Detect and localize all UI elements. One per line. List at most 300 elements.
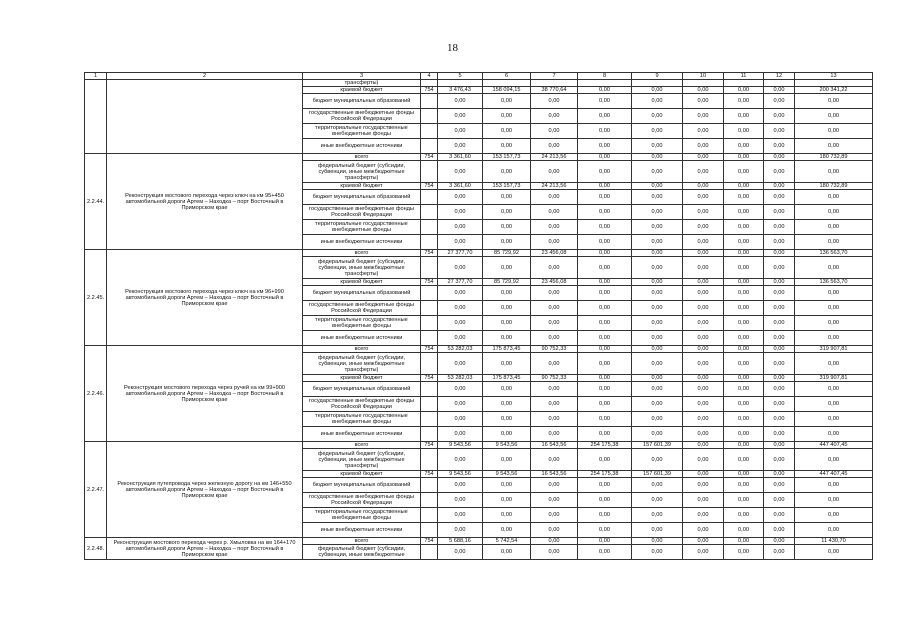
value-cell: 0,00 <box>438 220 483 235</box>
value-cell: 0,00 <box>764 449 795 471</box>
value-cell: 0,00 <box>632 493 683 508</box>
value-cell: 0,00 <box>438 427 483 442</box>
value-cell: 0,00 <box>683 427 724 442</box>
value-cell: 157 601,39 <box>632 471 683 478</box>
value-cell: 0,00 <box>531 478 578 493</box>
value-cell: 0,00 <box>795 109 873 124</box>
value-cell: 0,00 <box>764 235 795 250</box>
value-cell: 0,00 <box>438 124 483 139</box>
value-cell: 23 456,08 <box>531 279 578 286</box>
code-cell <box>421 220 438 235</box>
value-cell: 0,00 <box>632 331 683 346</box>
code-cell: 754 <box>421 375 438 382</box>
value-cell: 0,00 <box>795 397 873 412</box>
value-cell: 0,00 <box>724 205 764 220</box>
value-cell: 0,00 <box>632 183 683 190</box>
value-cell: 0,00 <box>438 139 483 154</box>
value-cell: 0,00 <box>683 154 724 161</box>
value-cell: 0,00 <box>683 412 724 427</box>
value-cell: 0,00 <box>632 220 683 235</box>
value-cell: 90 752,33 <box>531 375 578 382</box>
value-cell: 0,00 <box>764 154 795 161</box>
funding-source-cell: территориальные государственные внебюджетные фонды <box>303 124 421 139</box>
value-cell: 0,00 <box>795 382 873 397</box>
value-cell: 0,00 <box>632 139 683 154</box>
value-cell <box>438 80 483 87</box>
value-cell: 0,00 <box>632 87 683 94</box>
code-cell <box>421 109 438 124</box>
value-cell: 0,00 <box>795 412 873 427</box>
value-cell: 175 873,45 <box>483 375 531 382</box>
value-cell: 0,00 <box>483 161 531 183</box>
value-cell: 0,00 <box>764 161 795 183</box>
value-cell: 0,00 <box>438 449 483 471</box>
value-cell: 0,00 <box>724 190 764 205</box>
value-cell: 0,00 <box>683 471 724 478</box>
value-cell: 0,00 <box>683 353 724 375</box>
value-cell: 0,00 <box>724 545 764 560</box>
value-cell: 0,00 <box>632 161 683 183</box>
value-cell: 0,00 <box>724 154 764 161</box>
value-cell: 158 094,15 <box>483 87 531 94</box>
code-cell: 754 <box>421 442 438 449</box>
value-cell: 0,00 <box>531 382 578 397</box>
value-cell: 0,00 <box>578 220 632 235</box>
value-cell: 0,00 <box>795 205 873 220</box>
value-cell: 0,00 <box>632 427 683 442</box>
table-row <box>85 250 873 257</box>
value-cell: 0,00 <box>483 257 531 279</box>
value-cell: 5 742,54 <box>483 538 531 545</box>
value-cell: 9 543,56 <box>483 442 531 449</box>
value-cell: 0,00 <box>578 538 632 545</box>
value-cell: 0,00 <box>724 279 764 286</box>
code-cell: 754 <box>421 250 438 257</box>
value-cell: 0,00 <box>483 124 531 139</box>
value-cell: 0,00 <box>438 493 483 508</box>
value-cell: 0,00 <box>795 545 873 560</box>
value-cell: 0,00 <box>724 397 764 412</box>
code-cell <box>421 427 438 442</box>
value-cell: 0,00 <box>531 220 578 235</box>
code-cell <box>421 523 438 538</box>
value-cell: 0,00 <box>438 412 483 427</box>
value-cell: 0,00 <box>724 109 764 124</box>
code-cell: 754 <box>421 471 438 478</box>
value-cell: 0,00 <box>683 301 724 316</box>
value-cell: 0,00 <box>578 235 632 250</box>
funding-source-cell: государственные внебюджетные фонды Российской Федерации <box>303 109 421 124</box>
funding-source-cell: территориальные государственные внебюджетные фонды <box>303 412 421 427</box>
value-cell: 0,00 <box>724 235 764 250</box>
value-cell: 0,00 <box>683 545 724 560</box>
value-cell: 0,00 <box>724 382 764 397</box>
value-cell: 0,00 <box>531 190 578 205</box>
value-cell: 447 407,45 <box>795 471 873 478</box>
value-cell: 0,00 <box>764 124 795 139</box>
value-cell: 0,00 <box>578 353 632 375</box>
item-name-cell: Реконструкция мостового перехода через ключ на км 95+450 автомобильной дороги Артем – Находка – порт Восточный в Приморском крае <box>107 154 303 250</box>
funding-source-cell: иные внебюджетные источники <box>303 427 421 442</box>
value-cell: 0,00 <box>724 94 764 109</box>
column-number-cell: 9 <box>632 73 683 80</box>
value-cell: 0,00 <box>632 301 683 316</box>
code-cell <box>421 161 438 183</box>
column-number-cell: 8 <box>578 73 632 80</box>
value-cell: 0,00 <box>578 508 632 523</box>
value-cell: 0,00 <box>632 286 683 301</box>
value-cell: 0,00 <box>483 109 531 124</box>
value-cell: 0,00 <box>438 286 483 301</box>
value-cell: 0,00 <box>578 205 632 220</box>
value-cell: 0,00 <box>483 139 531 154</box>
value-cell: 0,00 <box>683 124 724 139</box>
value-cell <box>531 80 578 87</box>
value-cell: 0,00 <box>483 508 531 523</box>
value-cell: 0,00 <box>764 397 795 412</box>
value-cell: 0,00 <box>764 183 795 190</box>
funding-source-cell: бюджет муниципальных образований <box>303 478 421 493</box>
code-cell: 754 <box>421 87 438 94</box>
value-cell: 27 377,70 <box>438 279 483 286</box>
column-number-cell: 2 <box>107 73 303 80</box>
value-cell: 0,00 <box>795 316 873 331</box>
value-cell: 0,00 <box>795 190 873 205</box>
value-cell: 0,00 <box>483 523 531 538</box>
value-cell: 0,00 <box>764 301 795 316</box>
value-cell: 0,00 <box>531 161 578 183</box>
value-cell: 0,00 <box>578 523 632 538</box>
value-cell: 0,00 <box>531 493 578 508</box>
value-cell: 0,00 <box>578 190 632 205</box>
value-cell: 0,00 <box>764 478 795 493</box>
value-cell: 0,00 <box>531 397 578 412</box>
value-cell: 0,00 <box>764 250 795 257</box>
value-cell: 319 907,81 <box>795 375 873 382</box>
value-cell: 16 543,56 <box>531 471 578 478</box>
value-cell: 0,00 <box>438 235 483 250</box>
value-cell: 0,00 <box>438 109 483 124</box>
value-cell: 3 361,60 <box>438 154 483 161</box>
value-cell: 0,00 <box>483 205 531 220</box>
value-cell: 0,00 <box>683 523 724 538</box>
funding-source-cell: краевой бюджет <box>303 87 421 94</box>
value-cell: 0,00 <box>438 161 483 183</box>
value-cell: 0,00 <box>483 286 531 301</box>
value-cell: 0,00 <box>632 205 683 220</box>
value-cell: 0,00 <box>683 331 724 346</box>
funding-source-cell: краевой бюджет <box>303 375 421 382</box>
funding-source-cell: территориальные государственные внебюджетные фонды <box>303 220 421 235</box>
value-cell: 9 543,56 <box>438 471 483 478</box>
value-cell: 0,00 <box>531 523 578 538</box>
code-cell: 754 <box>421 279 438 286</box>
value-cell: 0,00 <box>683 279 724 286</box>
value-cell: 0,00 <box>531 449 578 471</box>
funding-source-cell: государственные внебюджетные фонды Российской Федерации <box>303 301 421 316</box>
table-row <box>85 442 873 449</box>
funding-source-cell: федеральный бюджет (субсидии, субвенции, иные межбюджетные трансферты) <box>303 257 421 279</box>
value-cell: 0,00 <box>764 109 795 124</box>
value-cell: 0,00 <box>683 382 724 397</box>
value-cell: 0,00 <box>578 449 632 471</box>
value-cell: 0,00 <box>795 94 873 109</box>
value-cell <box>483 80 531 87</box>
value-cell: 0,00 <box>683 220 724 235</box>
value-cell: 0,00 <box>531 412 578 427</box>
funding-source-cell: всего <box>303 154 421 161</box>
value-cell: 319 907,81 <box>795 346 873 353</box>
value-cell: 0,00 <box>683 161 724 183</box>
funding-source-cell: трансферты) <box>303 80 421 87</box>
funding-source-cell: федеральный бюджет (субсидии, субвенции, иные межбюджетные <box>303 545 421 560</box>
value-cell: 0,00 <box>795 523 873 538</box>
value-cell: 0,00 <box>724 124 764 139</box>
value-cell: 0,00 <box>438 257 483 279</box>
value-cell: 0,00 <box>724 449 764 471</box>
item-name-cell: Реконструкция путепровода через железную дорогу на км 146+550 автомобильной дороги Артем – Находка – порт Восточный в Приморском крае <box>107 442 303 538</box>
value-cell: 0,00 <box>483 331 531 346</box>
value-cell: 0,00 <box>683 286 724 301</box>
value-cell: 0,00 <box>764 353 795 375</box>
funding-source-cell: иные внебюджетные источники <box>303 235 421 250</box>
value-cell <box>764 80 795 87</box>
value-cell: 0,00 <box>764 257 795 279</box>
value-cell: 0,00 <box>531 538 578 545</box>
value-cell: 200 341,22 <box>795 87 873 94</box>
value-cell: 0,00 <box>632 508 683 523</box>
value-cell: 24 213,56 <box>531 154 578 161</box>
value-cell: 0,00 <box>795 161 873 183</box>
value-cell: 85 729,92 <box>483 279 531 286</box>
value-cell: 0,00 <box>578 124 632 139</box>
code-cell <box>421 190 438 205</box>
value-cell: 0,00 <box>764 523 795 538</box>
item-name-cell: Реконструкция мостового перехода через ручей на км 99+900 автомобильной дороги Артем – Находка – порт Восточный в Приморском крае <box>107 346 303 442</box>
funding-source-cell: краевой бюджет <box>303 471 421 478</box>
value-cell: 0,00 <box>578 412 632 427</box>
value-cell: 0,00 <box>683 235 724 250</box>
value-cell: 0,00 <box>683 250 724 257</box>
value-cell: 0,00 <box>795 301 873 316</box>
value-cell: 254 175,38 <box>578 442 632 449</box>
column-number-cell: 10 <box>683 73 724 80</box>
funding-source-cell: федеральный бюджет (субсидии, субвенции, иные межбюджетные трансферты) <box>303 161 421 183</box>
value-cell: 0,00 <box>795 478 873 493</box>
value-cell: 0,00 <box>632 397 683 412</box>
value-cell: 0,00 <box>724 493 764 508</box>
value-cell: 0,00 <box>578 346 632 353</box>
funding-source-cell: иные внебюджетные источники <box>303 331 421 346</box>
value-cell: 0,00 <box>724 471 764 478</box>
value-cell: 0,00 <box>795 449 873 471</box>
value-cell: 0,00 <box>764 545 795 560</box>
value-cell: 0,00 <box>483 301 531 316</box>
value-cell: 0,00 <box>795 493 873 508</box>
code-cell <box>421 331 438 346</box>
value-cell: 0,00 <box>764 375 795 382</box>
value-cell: 0,00 <box>531 331 578 346</box>
code-cell: 754 <box>421 538 438 545</box>
value-cell: 0,00 <box>438 397 483 412</box>
code-cell <box>421 412 438 427</box>
value-cell: 0,00 <box>438 190 483 205</box>
table-row <box>85 154 873 161</box>
value-cell: 0,00 <box>483 478 531 493</box>
value-cell: 0,00 <box>795 220 873 235</box>
column-number-cell: 5 <box>438 73 483 80</box>
value-cell <box>795 80 873 87</box>
value-cell: 16 543,56 <box>531 442 578 449</box>
value-cell: 27 377,70 <box>438 250 483 257</box>
value-cell: 0,00 <box>764 87 795 94</box>
value-cell: 0,00 <box>764 279 795 286</box>
value-cell: 0,00 <box>683 493 724 508</box>
value-cell: 136 563,70 <box>795 250 873 257</box>
code-cell <box>421 316 438 331</box>
funding-source-cell: бюджет муниципальных образований <box>303 286 421 301</box>
value-cell: 0,00 <box>578 545 632 560</box>
value-cell: 0,00 <box>578 161 632 183</box>
value-cell: 0,00 <box>578 493 632 508</box>
value-cell: 0,00 <box>483 397 531 412</box>
value-cell: 0,00 <box>764 412 795 427</box>
value-cell <box>724 80 764 87</box>
value-cell: 0,00 <box>632 538 683 545</box>
code-cell <box>421 508 438 523</box>
value-cell: 0,00 <box>531 301 578 316</box>
value-cell: 0,00 <box>531 286 578 301</box>
value-cell: 0,00 <box>632 353 683 375</box>
value-cell: 0,00 <box>578 375 632 382</box>
value-cell: 0,00 <box>795 508 873 523</box>
value-cell: 0,00 <box>764 471 795 478</box>
value-cell: 0,00 <box>683 538 724 545</box>
value-cell: 0,00 <box>578 109 632 124</box>
value-cell: 0,00 <box>632 250 683 257</box>
value-cell: 0,00 <box>578 286 632 301</box>
column-number-cell: 1 <box>85 73 107 80</box>
value-cell: 0,00 <box>724 346 764 353</box>
value-cell: 0,00 <box>578 331 632 346</box>
funding-source-cell: всего <box>303 538 421 545</box>
value-cell: 0,00 <box>632 257 683 279</box>
value-cell: 0,00 <box>724 412 764 427</box>
funding-source-cell: государственные внебюджетные фонды Российской Федерации <box>303 397 421 412</box>
value-cell: 0,00 <box>578 301 632 316</box>
value-cell: 0,00 <box>578 250 632 257</box>
value-cell: 0,00 <box>578 154 632 161</box>
funding-source-cell: государственные внебюджетные фонды Российской Федерации <box>303 493 421 508</box>
funding-source-cell: бюджет муниципальных образований <box>303 94 421 109</box>
value-cell: 24 213,56 <box>531 183 578 190</box>
value-cell: 0,00 <box>764 94 795 109</box>
value-cell: 0,00 <box>578 397 632 412</box>
value-cell: 85 729,92 <box>483 250 531 257</box>
item-number-cell: 2.2.44. <box>85 154 107 250</box>
value-cell: 0,00 <box>632 382 683 397</box>
funding-source-cell: федеральный бюджет (субсидии, субвенции, иные межбюджетные трансферты) <box>303 353 421 375</box>
value-cell: 0,00 <box>795 124 873 139</box>
value-cell: 0,00 <box>632 109 683 124</box>
value-cell: 0,00 <box>764 493 795 508</box>
value-cell: 0,00 <box>683 109 724 124</box>
value-cell: 0,00 <box>764 427 795 442</box>
value-cell: 0,00 <box>795 257 873 279</box>
value-cell: 0,00 <box>683 139 724 154</box>
value-cell: 0,00 <box>683 375 724 382</box>
table-row <box>85 80 873 87</box>
value-cell: 9 543,56 <box>483 471 531 478</box>
value-cell: 0,00 <box>578 316 632 331</box>
table-row <box>85 346 873 353</box>
value-cell: 90 752,33 <box>531 346 578 353</box>
value-cell: 0,00 <box>578 427 632 442</box>
value-cell: 0,00 <box>578 183 632 190</box>
value-cell: 53 282,03 <box>438 346 483 353</box>
code-cell <box>421 205 438 220</box>
value-cell: 0,00 <box>632 94 683 109</box>
value-cell: 0,00 <box>724 331 764 346</box>
value-cell: 0,00 <box>724 538 764 545</box>
value-cell: 0,00 <box>795 235 873 250</box>
value-cell: 157 601,39 <box>632 442 683 449</box>
funding-source-cell: бюджет муниципальных образований <box>303 190 421 205</box>
code-cell <box>421 382 438 397</box>
value-cell: 0,00 <box>764 205 795 220</box>
value-cell: 0,00 <box>438 478 483 493</box>
item-number-cell: 2.2.47. <box>85 442 107 538</box>
value-cell: 180 732,89 <box>795 154 873 161</box>
value-cell: 0,00 <box>483 449 531 471</box>
value-cell: 0,00 <box>724 375 764 382</box>
value-cell: 0,00 <box>632 545 683 560</box>
value-cell: 0,00 <box>724 250 764 257</box>
code-cell: 754 <box>421 346 438 353</box>
value-cell: 0,00 <box>795 331 873 346</box>
value-cell: 0,00 <box>795 353 873 375</box>
item-number-cell <box>85 80 107 154</box>
value-cell: 0,00 <box>724 316 764 331</box>
value-cell: 136 563,70 <box>795 279 873 286</box>
value-cell: 0,00 <box>683 190 724 205</box>
value-cell: 0,00 <box>724 427 764 442</box>
value-cell: 0,00 <box>531 205 578 220</box>
funding-source-cell: иные внебюджетные источники <box>303 523 421 538</box>
value-cell: 0,00 <box>724 220 764 235</box>
item-name-cell <box>107 80 303 154</box>
funding-source-cell: территориальные государственные внебюджетные фонды <box>303 316 421 331</box>
item-name-cell: Реконструкция мостового перехода через р. Хмыловка на км 164+170 автомобильной дороги Артем – Находка – порт Восточный в Приморском крае <box>107 538 303 560</box>
funding-table <box>84 72 873 560</box>
value-cell: 0,00 <box>764 220 795 235</box>
value-cell: 0,00 <box>438 331 483 346</box>
value-cell: 0,00 <box>483 190 531 205</box>
value-cell: 0,00 <box>531 139 578 154</box>
value-cell: 0,00 <box>764 508 795 523</box>
funding-source-cell: федеральный бюджет (субсидии, субвенции, иные межбюджетные трансферты) <box>303 449 421 471</box>
value-cell: 0,00 <box>438 545 483 560</box>
value-cell: 0,00 <box>438 523 483 538</box>
value-cell: 0,00 <box>724 257 764 279</box>
value-cell: 0,00 <box>764 139 795 154</box>
column-number-cell: 6 <box>483 73 531 80</box>
value-cell: 0,00 <box>683 346 724 353</box>
value-cell: 11 430,70 <box>795 538 873 545</box>
value-cell: 0,00 <box>764 316 795 331</box>
column-number-cell: 4 <box>421 73 438 80</box>
value-cell: 0,00 <box>683 316 724 331</box>
